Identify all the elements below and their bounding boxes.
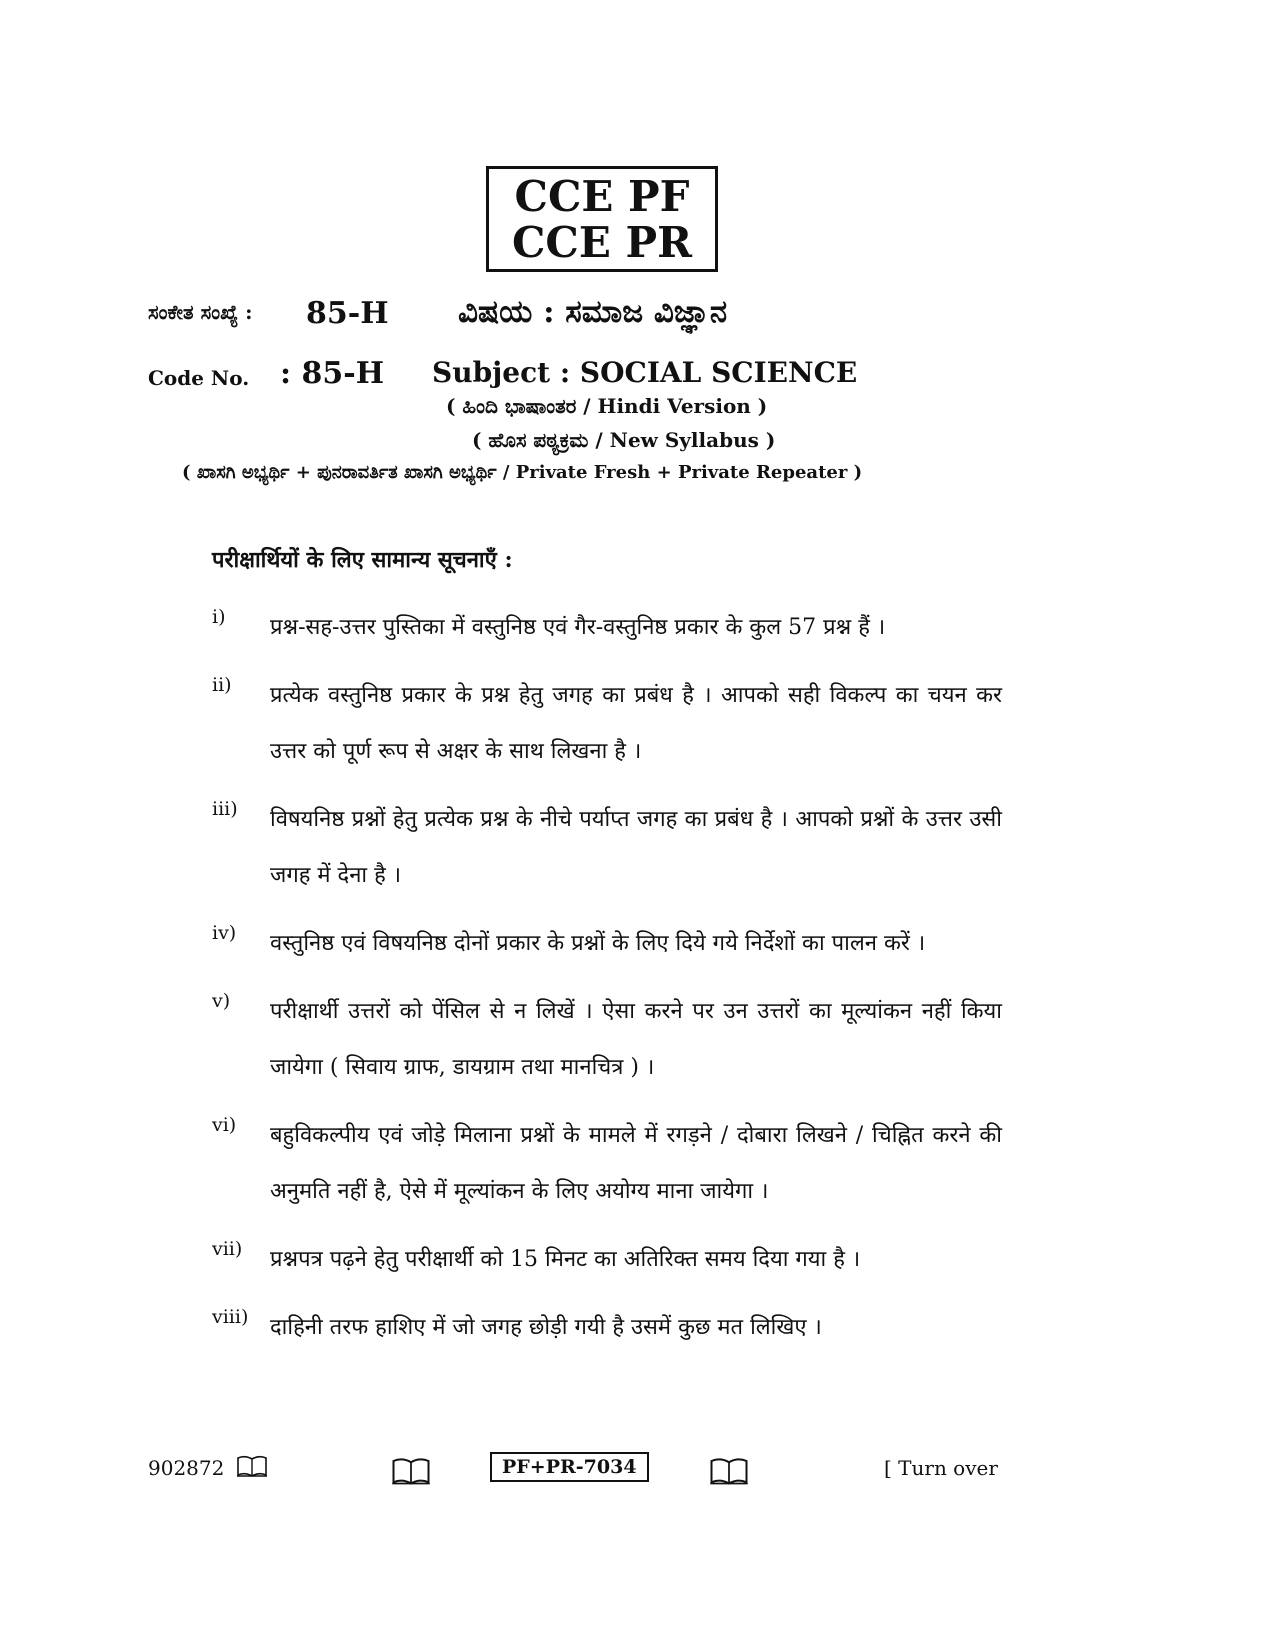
instruction-number: v) xyxy=(212,990,231,1012)
open-book-icon xyxy=(390,1456,432,1491)
syllabus-line: ( ಹೊಸ ಪಠ್ಯಕ್ರಮ / New Syllabus ) xyxy=(472,428,776,452)
paper-code: PF+PR-7034 xyxy=(490,1452,649,1482)
instruction-text: विषयनिष्ठ प्रश्नों हेतु प्रत्येक प्रश्न के नीचे पर्याप्त जगह का प्रबंध है । आपको प्रश्नों के उत्तर उसी जगह में देना है । xyxy=(270,807,1002,888)
instructions-list xyxy=(212,600,1002,1368)
kannada-code-label: ಸಂಕೇತ ಸಂಖ್ಯೆ : xyxy=(148,300,253,324)
instruction-item xyxy=(212,1232,1002,1288)
instruction-number: viii) xyxy=(212,1306,249,1328)
version-line: ( ಹಿಂದಿ ಭಾಷಾಂತರ / Hindi Version ) xyxy=(446,394,768,418)
exam-title-line-2: CCE PR xyxy=(512,218,692,267)
instruction-number: i) xyxy=(212,606,226,628)
instruction-text: प्रश्न-सह-उत्तर पुस्तिका में वस्तुनिष्ठ एवं गैर-वस्तुनिष्ठ प्रकार के कुल 57 प्रश्न हैं । xyxy=(270,615,886,640)
instruction-number: iv) xyxy=(212,922,237,944)
kannada-subject: ವಿಷಯ : ಸಮಾಜ ವಿಜ್ಞಾನ xyxy=(458,294,728,330)
serial-number: 902872 xyxy=(148,1456,225,1480)
instructions-heading: परीक्षार्थियों के लिए सामान्य सूचनाएँ : xyxy=(212,547,513,573)
instruction-text: प्रश्नपत्र पढ़ने हेतु परीक्षार्थी को 15 मिनट का अतिरिक्त समय दिया गया है । xyxy=(270,1247,861,1272)
code-value: : 85-H xyxy=(280,356,385,391)
code-label: Code No. xyxy=(148,366,250,390)
instruction-text: प्रत्येक वस्तुनिष्ठ प्रकार के प्रश्न हेतु जगह का प्रबंध है । आपको सही विकल्प का चयन कर उत्तर को पूर्ण रूप से अक्षर के साथ लिखना है । xyxy=(270,683,1002,764)
instruction-item xyxy=(212,600,1002,656)
page-footer xyxy=(0,1450,1275,1490)
instruction-number: iii) xyxy=(212,798,238,820)
instruction-text: बहुविकल्पीय एवं जोड़े मिलाना प्रश्नों के मामले में रगड़ने / दोबारा लिखने / चिह्नित करने की अनुमति नहीं है, ऐसे में मूल्यांकन के लिए अयोग्य माना जायेगा । xyxy=(270,1123,1002,1204)
instruction-item xyxy=(212,984,1002,1096)
kannada-code-value: 85-H xyxy=(306,296,389,331)
turn-over-note: [ Turn over xyxy=(884,1456,998,1480)
instruction-text: दाहिनी तरफ हाशिए में जो जगह छोड़ी गयी है उसमें कुछ मत लिखिए । xyxy=(270,1315,822,1340)
instruction-item xyxy=(212,792,1002,904)
exam-title-box xyxy=(486,166,718,272)
instruction-item xyxy=(212,916,1002,972)
open-book-icon xyxy=(708,1456,750,1491)
instruction-text: परीक्षार्थी उत्तरों को पेंसिल से न लिखें । ऐसा करने पर उन उत्तरों का मूल्यांकन नहीं किया जायेगा ( सिवाय ग्राफ, डायग्राम तथा मानचित्र ) । xyxy=(270,999,1002,1080)
candidate-line: ( ಖಾಸಗಿ ಅಭ್ಯರ್ಥಿ + ಪುನರಾವರ್ತಿತ ಖಾಸಗಿ ಅಭ್ಯರ್ಥಿ / Private Fresh + Private Repeater ) xyxy=(182,462,863,483)
instruction-number: vii) xyxy=(212,1238,243,1260)
instruction-text: वस्तुनिष्ठ एवं विषयनिष्ठ दोनों प्रकार के प्रश्नों के लिए दिये गये निर्देशों का पालन करें । xyxy=(270,931,926,956)
instruction-item xyxy=(212,1108,1002,1220)
open-book-icon xyxy=(236,1454,268,1483)
instruction-item xyxy=(212,668,1002,780)
instruction-number: vi) xyxy=(212,1114,237,1136)
subject-title: Subject : SOCIAL SCIENCE xyxy=(432,356,858,389)
instruction-number: ii) xyxy=(212,674,232,696)
instruction-item xyxy=(212,1300,1002,1356)
exam-title-line-1: CCE PF xyxy=(514,172,690,221)
